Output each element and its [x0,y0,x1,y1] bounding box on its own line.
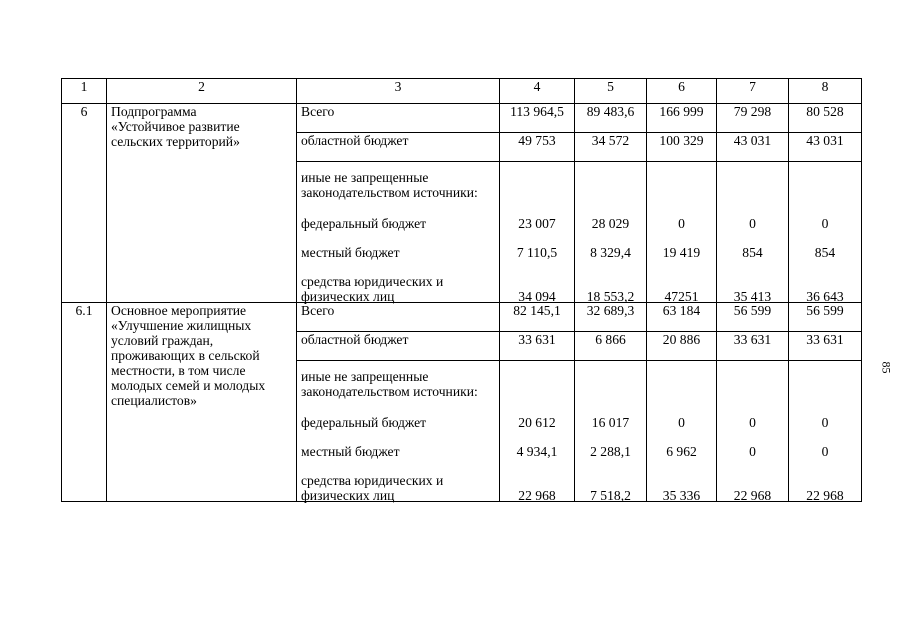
program-name-line: специалистов» [111,393,197,408]
value-text: 33 631 [806,332,844,347]
value-cell [500,104,575,133]
federal-value: 0 [678,216,685,231]
source-label-text: областной бюджет [301,133,409,148]
value-text: 82 145,1 [513,303,561,318]
budget-table [61,78,862,502]
value-text: 80 528 [806,104,844,119]
table-row [62,104,862,133]
program-name-line: Основное мероприятие [111,303,247,318]
value-cell-group [500,361,575,502]
federal-value: 16 017 [591,415,630,430]
source-label-group [297,361,500,502]
program-name-line: проживающих в сельской [111,348,260,363]
source-label [297,332,500,361]
value-text: 63 184 [662,303,701,318]
value-cell [717,332,789,361]
value-cell [647,104,717,133]
federal-label: федеральный бюджет [301,216,427,231]
source-label-text: Всего [301,303,335,318]
federal-value: 0 [821,415,829,430]
value-cell [789,133,862,162]
private-value: 22 968 [518,488,556,503]
value-text: 166 999 [659,104,704,119]
value-cell [500,303,575,332]
value-cell [789,303,862,332]
value-text: 43 031 [733,133,772,148]
value-cell-group [717,361,789,502]
federal-value: 20 612 [518,415,556,430]
private-label: физических лиц [301,488,395,503]
value-text: 6 866 [595,332,626,347]
value-cell [575,303,647,332]
local-value: 2 288,1 [590,444,631,459]
federal-value: 23 007 [518,216,556,231]
value-text: 33 631 [518,332,556,347]
value-cell-group [500,162,575,303]
program-name-line: молодых семей и молодых [111,378,266,393]
other-sources-label: иные не запрещенные [301,170,429,185]
value-cell-group [789,162,862,303]
header-row [62,79,862,104]
local-value: 19 419 [662,245,701,260]
private-value: 22 968 [806,488,844,503]
value-text: 32 689,3 [586,303,635,318]
value-cell-group [647,361,717,502]
program-name [107,303,297,502]
program-name [107,104,297,303]
value-cell [647,133,717,162]
private-value: 35 413 [733,289,772,304]
value-cell [500,133,575,162]
row-index-text: 6 [80,104,88,119]
value-cell-group [575,162,647,303]
private-value: 18 553,2 [586,289,635,304]
source-label [297,104,500,133]
header-cell: 4 [500,79,575,104]
page-number: 85 [879,361,894,374]
local-value: 854 [742,245,763,260]
value-cell-group [575,361,647,502]
local-value: 4 934,1 [516,444,558,459]
value-cell [717,133,789,162]
program-name-line: сельских территорий» [111,134,240,149]
local-value: 7 110,5 [516,245,558,260]
local-label: местный бюджет [301,444,400,459]
federal-value: 28 029 [591,216,630,231]
private-value: 36 643 [806,289,844,304]
value-text: 56 599 [806,303,844,318]
value-text: 89 483,6 [586,104,635,119]
value-text: 49 753 [518,133,556,148]
value-cell [717,104,789,133]
other-sources-label: законодательством источники: [301,185,478,200]
private-label: средства юридических и [301,274,444,289]
value-text: 34 572 [591,133,630,148]
value-cell [647,332,717,361]
source-label-group [297,162,500,303]
federal-value: 0 [749,216,756,231]
value-cell-group [789,361,862,502]
local-value: 854 [814,245,836,260]
header-cell: 3 [297,79,500,104]
value-cell [500,332,575,361]
value-cell [575,104,647,133]
private-value: 7 518,2 [590,488,631,503]
value-cell [789,332,862,361]
value-cell [717,303,789,332]
private-value: 34 094 [518,289,556,304]
federal-value: 0 [678,415,685,430]
local-label: местный бюджет [301,245,400,260]
value-cell [647,303,717,332]
source-label [297,303,500,332]
value-text: 79 298 [733,104,772,119]
local-value: 6 962 [666,444,697,459]
header-cell: 2 [107,79,297,104]
other-sources-label: иные не запрещенные [301,369,429,384]
source-label-text: Всего [301,104,335,119]
value-text: 56 599 [733,303,772,318]
source-label-text: областной бюджет [301,332,409,347]
value-text: 113 964,5 [510,104,564,119]
private-label: физических лиц [301,289,395,304]
header-cell: 5 [575,79,647,104]
row-index [62,303,107,502]
value-cell [789,104,862,133]
row-index-text: 6.1 [75,303,93,318]
header-cell: 7 [717,79,789,104]
program-name-line: условий граждан, [111,333,214,348]
local-value: 0 [821,444,829,459]
private-value: 22 968 [733,488,772,503]
other-sources-label: законодательством источники: [301,384,478,399]
value-text: 33 631 [733,332,772,347]
value-cell-group [717,162,789,303]
private-label: средства юридических и [301,473,444,488]
value-text: 43 031 [806,133,844,148]
federal-label: федеральный бюджет [301,415,427,430]
row-index [62,104,107,303]
source-label [297,133,500,162]
program-name-line: «Устойчивое развитие [111,119,240,134]
program-name-line: Подпрограмма [111,104,197,119]
value-cell [575,133,647,162]
header-cell: 8 [789,79,862,104]
federal-value: 0 [749,415,756,430]
local-value: 8 329,4 [590,245,631,260]
federal-value: 0 [821,216,829,231]
value-cell-group [647,162,717,303]
program-name-line: местности, в том числе [111,363,246,378]
program-name-line: «Улучшение жилищных [111,318,252,333]
table-row [62,303,862,332]
value-cell [575,332,647,361]
header-cell: 1 [62,79,107,104]
value-text: 20 886 [662,332,701,347]
header-cell: 6 [647,79,717,104]
value-text: 100 329 [659,133,704,148]
private-value: 47251 [664,289,699,304]
private-value: 35 336 [662,488,701,503]
local-value: 0 [749,444,756,459]
